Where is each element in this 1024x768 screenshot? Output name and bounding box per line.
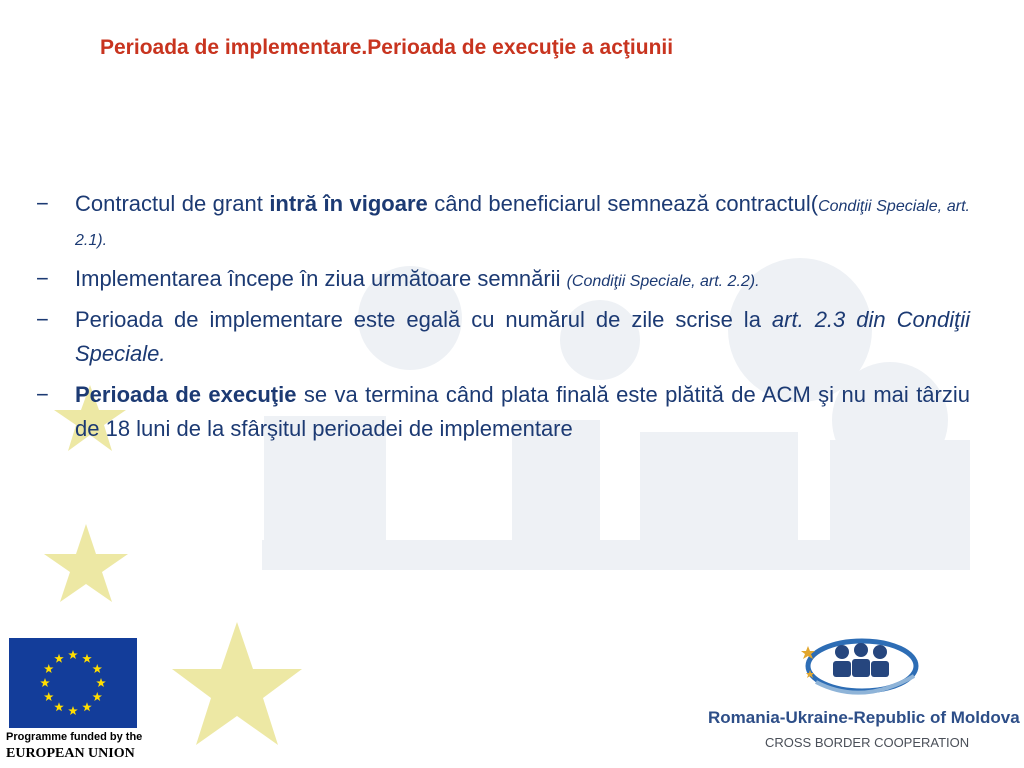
slide-title: Perioada de implementare.Perioada de execuţie a acţiunii <box>100 36 674 59</box>
bullet-bold-text: Perioada de execuţie <box>75 382 297 407</box>
bullet-text: Implementarea începe în ziua următoare semnării <box>75 266 567 291</box>
cbc-program-name: Romania-Ukraine-Republic of Moldova <box>708 708 1020 727</box>
cbc-logo-icon <box>798 636 928 698</box>
bullet-italic-reference: art. 2.3 din Condiţii Speciale. <box>75 307 970 366</box>
bullet-text: Contractul de grant <box>75 191 270 216</box>
bullet-reference: Condiţii Speciale, art. 2.1). <box>75 198 970 249</box>
bullet-dash: − <box>36 191 49 216</box>
bullet-reference: (Condiţii Speciale, art. 2.2). <box>566 273 760 290</box>
star-shape <box>44 524 128 602</box>
bullet-text: când beneficiarul semnează contractul( <box>427 191 819 216</box>
eu-funding-text: Programme funded by the <box>6 731 143 743</box>
bullet-text: se va termina când plata finală este plătită de ACM şi nu mai târziu de 18 luni de la sfârşitul perioadei de implementare <box>75 382 970 441</box>
star-shape <box>172 622 302 745</box>
bullet-text: Perioada de implementare este egală cu numărul de zile scrise la <box>75 307 772 332</box>
bullet-dash: − <box>36 266 49 291</box>
eu-name-text: EUROPEAN UNION <box>6 746 135 761</box>
eu-flag-icon <box>9 638 137 728</box>
bullet-bold-text: intră în vigoare <box>269 191 428 216</box>
bullet-item-3 <box>36 303 970 371</box>
bullet-item-1 <box>36 187 970 255</box>
bullet-list <box>36 187 970 453</box>
bullet-dash: − <box>36 307 49 332</box>
eu-logo-block <box>0 632 160 768</box>
bullet-dash: − <box>36 382 49 407</box>
cbc-program-subtitle: CROSS BORDER COOPERATION <box>765 735 970 750</box>
bullet-item-4 <box>36 378 970 446</box>
bullet-item-2 <box>36 262 970 296</box>
